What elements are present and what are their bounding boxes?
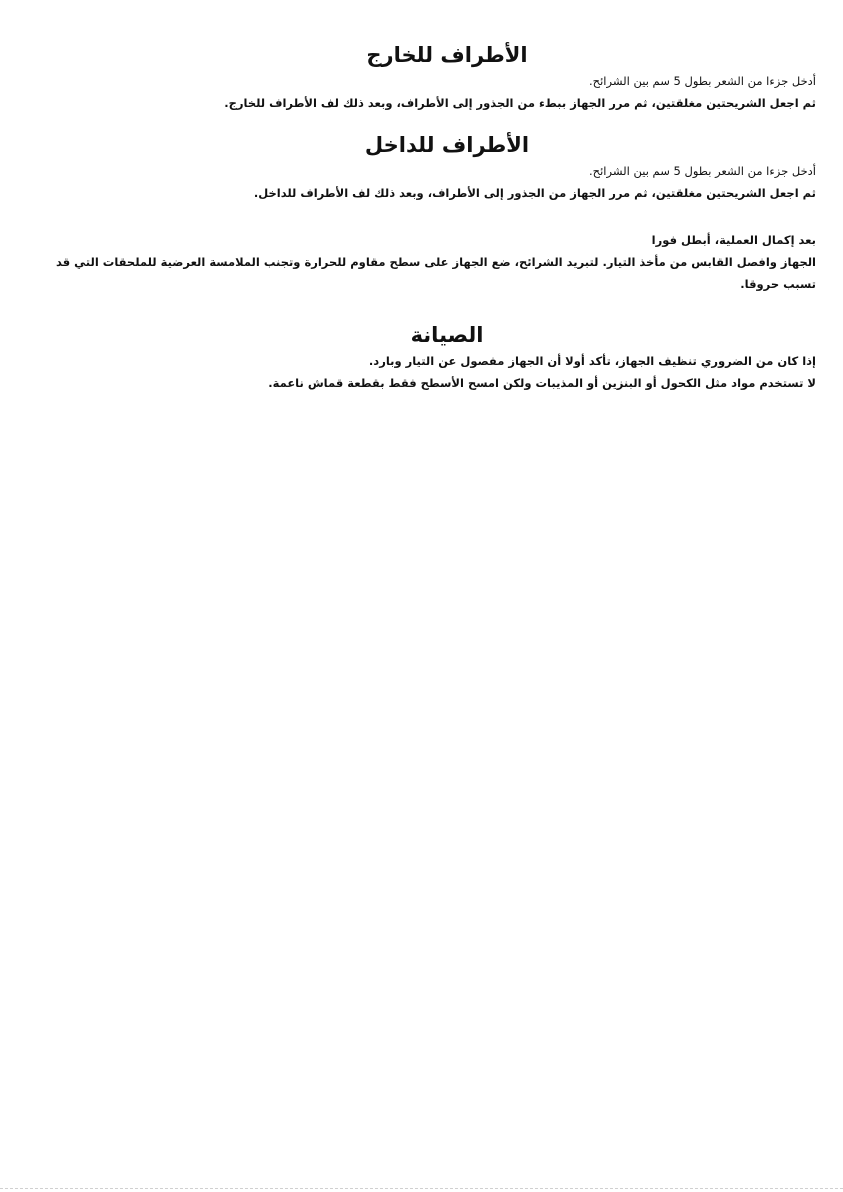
instruction-line: أدخل جزءا من الشعر بطول 5 سم بين الشرائح. (589, 164, 816, 178)
section-maintenance (40, 320, 816, 394)
section-tips-inward (40, 130, 816, 204)
document-page (40, 40, 816, 394)
section-after-use (40, 229, 816, 295)
instruction-line: لا تستخدم مواد مثل الكحول أو البنزين أو المذيبات ولكن امسح الأسطح فقط بقطعة قماش ناعمة. (268, 376, 816, 390)
instruction-line: إذا كان من الضروري تنظيف الجهاز، تأكد أولا أن الجهاز مفصول عن التيار وبارد. (368, 354, 816, 368)
section-tips-outward (40, 40, 816, 114)
instruction-line: ثم اجعل الشريحتين مغلقتين، ثم مرر الجهاز ببطء من الجذور إلى الأطراف، وبعد ذلك لف الأطراف للخارج. (224, 96, 816, 110)
instruction-line: ثم اجعل الشريحتين مغلقتين، ثم مرر الجهاز من الجذور إلى الأطراف، وبعد ذلك لف الأطراف للداخل. (253, 186, 816, 200)
instruction-line: أدخل جزءا من الشعر بطول 5 سم بين الشرائح. (589, 74, 816, 88)
instruction-paragraph: الجهاز وافصل القابس من مأخذ التيار. لتبريد الشرائح، ضع الجهاز على سطح مقاوم للحرارة وتجنب الملامسة العرضية للملحقات التي قد تسبب حروقا. (56, 255, 816, 291)
section-heading: الأطراف للخارج (366, 43, 528, 67)
section-heading: الصيانة (410, 323, 484, 347)
section-heading: الأطراف للداخل (364, 133, 530, 157)
instruction-line: بعد إكمال العملية، أبطل فورا (651, 233, 816, 247)
page-bottom-divider (0, 1188, 843, 1189)
